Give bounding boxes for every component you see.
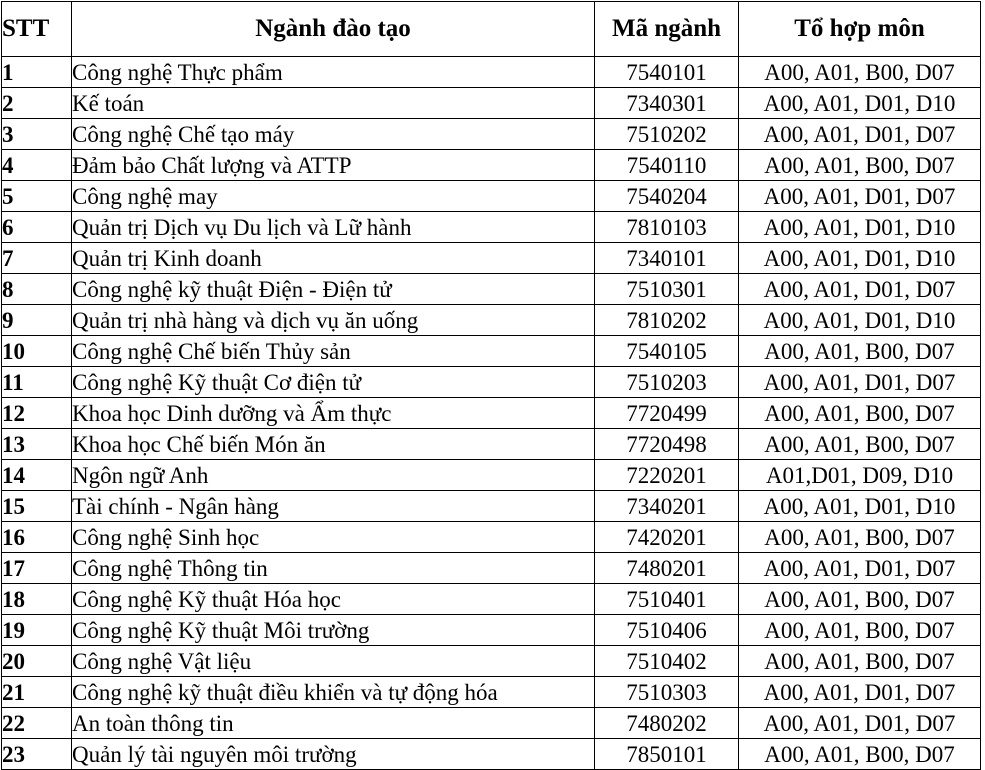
cell-major-name: Công nghệ Kỹ thuật Môi trường [72, 615, 595, 646]
table-row [2, 553, 981, 584]
cell-subject-combo: A00, A01, D01, D10 [739, 88, 981, 119]
cell-stt: 8 [2, 274, 72, 305]
cell-major-name: Khoa học Dinh dưỡng và Ẩm thực [72, 398, 595, 429]
table-row [2, 615, 981, 646]
cell-major-code: 7340101 [595, 243, 739, 274]
cell-major-name: Tài chính - Ngân hàng [72, 491, 595, 522]
cell-subject-combo: A00, A01, D01, D07 [739, 274, 981, 305]
cell-major-code: 7540110 [595, 150, 739, 181]
table-row [2, 739, 981, 770]
cell-subject-combo: A00, A01, B00, D07 [739, 57, 981, 88]
cell-subject-combo: A00, A01, D01, D07 [739, 708, 981, 739]
cell-major-name: Công nghệ may [72, 181, 595, 212]
cell-stt: 13 [2, 429, 72, 460]
cell-stt: 9 [2, 305, 72, 336]
cell-stt: 22 [2, 708, 72, 739]
table-row [2, 398, 981, 429]
table-header-row [2, 2, 981, 57]
table-row [2, 274, 981, 305]
cell-major-name: Công nghệ Kỹ thuật Hóa học [72, 584, 595, 615]
cell-major-code: 7510401 [595, 584, 739, 615]
cell-subject-combo: A00, A01, B00, D07 [739, 739, 981, 770]
table-row [2, 336, 981, 367]
cell-major-code: 7510303 [595, 677, 739, 708]
cell-major-code: 7510301 [595, 274, 739, 305]
cell-stt: 3 [2, 119, 72, 150]
cell-major-name: An toàn thông tin [72, 708, 595, 739]
cell-major-code: 7480201 [595, 553, 739, 584]
cell-major-code: 7340201 [595, 491, 739, 522]
cell-subject-combo: A00, A01, D01, D10 [739, 305, 981, 336]
table-row [2, 212, 981, 243]
cell-stt: 2 [2, 88, 72, 119]
cell-stt: 21 [2, 677, 72, 708]
cell-subject-combo: A00, A01, D01, D10 [739, 243, 981, 274]
cell-major-name: Khoa học Chế biến Món ăn [72, 429, 595, 460]
cell-stt: 19 [2, 615, 72, 646]
cell-stt: 20 [2, 646, 72, 677]
cell-subject-combo: A00, A01, D01, D07 [739, 677, 981, 708]
cell-subject-combo: A00, A01, B00, D07 [739, 584, 981, 615]
table-row [2, 522, 981, 553]
cell-major-code: 7850101 [595, 739, 739, 770]
cell-subject-combo: A00, A01, B00, D07 [739, 398, 981, 429]
cell-major-code: 7720498 [595, 429, 739, 460]
cell-major-name: Công nghệ Kỹ thuật Cơ điện tử [72, 367, 595, 398]
cell-major-code: 7340301 [595, 88, 739, 119]
cell-subject-combo: A00, A01, D01, D10 [739, 491, 981, 522]
table-row [2, 429, 981, 460]
cell-subject-combo: A00, A01, D01, D07 [739, 553, 981, 584]
cell-subject-combo: A01,D01, D09, D10 [739, 460, 981, 491]
cell-major-code: 7510406 [595, 615, 739, 646]
cell-stt: 7 [2, 243, 72, 274]
table-body [2, 57, 981, 770]
cell-subject-combo: A00, A01, D01, D07 [739, 367, 981, 398]
admissions-majors-table [1, 1, 981, 770]
cell-major-code: 7510203 [595, 367, 739, 398]
cell-major-name: Công nghệ Chế biến Thủy sản [72, 336, 595, 367]
column-header-major-code: Mã ngành [595, 2, 739, 57]
cell-major-name: Công nghệ Sinh học [72, 522, 595, 553]
cell-stt: 1 [2, 57, 72, 88]
cell-major-code: 7420201 [595, 522, 739, 553]
cell-subject-combo: A00, A01, D01, D10 [739, 212, 981, 243]
cell-stt: 18 [2, 584, 72, 615]
cell-stt: 6 [2, 212, 72, 243]
cell-major-code: 7220201 [595, 460, 739, 491]
cell-subject-combo: A00, A01, B00, D07 [739, 336, 981, 367]
cell-major-name: Công nghệ Thực phẩm [72, 57, 595, 88]
column-header-stt: STT [2, 2, 72, 57]
cell-major-name: Quản trị Kinh doanh [72, 243, 595, 274]
cell-major-code: 7810103 [595, 212, 739, 243]
cell-stt: 15 [2, 491, 72, 522]
column-header-major-name: Ngành đào tạo [72, 2, 595, 57]
table-row [2, 181, 981, 212]
cell-major-name: Quản trị nhà hàng và dịch vụ ăn uống [72, 305, 595, 336]
cell-stt: 12 [2, 398, 72, 429]
cell-stt: 16 [2, 522, 72, 553]
cell-major-code: 7540105 [595, 336, 739, 367]
cell-subject-combo: A00, A01, D01, D07 [739, 181, 981, 212]
table-row [2, 119, 981, 150]
cell-major-code: 7540204 [595, 181, 739, 212]
cell-stt: 4 [2, 150, 72, 181]
cell-major-name: Công nghệ Chế tạo máy [72, 119, 595, 150]
column-header-subject-combo: Tổ hợp môn [739, 2, 981, 57]
table-row [2, 584, 981, 615]
cell-major-code: 7810202 [595, 305, 739, 336]
table-row [2, 150, 981, 181]
cell-major-name: Công nghệ kỹ thuật điều khiển và tự động hóa [72, 677, 595, 708]
table-row [2, 646, 981, 677]
cell-major-name: Công nghệ kỹ thuật Điện - Điện tử [72, 274, 595, 305]
cell-subject-combo: A00, A01, B00, D07 [739, 646, 981, 677]
table-row [2, 367, 981, 398]
cell-subject-combo: A00, A01, D01, D07 [739, 119, 981, 150]
cell-stt: 14 [2, 460, 72, 491]
table-row [2, 88, 981, 119]
cell-major-name: Quản lý tài nguyên môi trường [72, 739, 595, 770]
cell-stt: 10 [2, 336, 72, 367]
cell-stt: 5 [2, 181, 72, 212]
cell-major-name: Công nghệ Vật liệu [72, 646, 595, 677]
cell-major-name: Ngôn ngữ Anh [72, 460, 595, 491]
cell-major-name: Đảm bảo Chất lượng và ATTP [72, 150, 595, 181]
table-row [2, 677, 981, 708]
cell-major-code: 7720499 [595, 398, 739, 429]
cell-subject-combo: A00, A01, B00, D07 [739, 429, 981, 460]
cell-stt: 23 [2, 739, 72, 770]
cell-subject-combo: A00, A01, B00, D07 [739, 522, 981, 553]
cell-major-code: 7510202 [595, 119, 739, 150]
cell-major-code: 7510402 [595, 646, 739, 677]
cell-stt: 11 [2, 367, 72, 398]
table-row [2, 708, 981, 739]
table-row [2, 57, 981, 88]
table-row [2, 305, 981, 336]
table-header [2, 2, 981, 57]
cell-subject-combo: A00, A01, B00, D07 [739, 615, 981, 646]
cell-subject-combo: A00, A01, B00, D07 [739, 150, 981, 181]
cell-major-code: 7540101 [595, 57, 739, 88]
cell-major-name: Kế toán [72, 88, 595, 119]
cell-stt: 17 [2, 553, 72, 584]
cell-major-code: 7480202 [595, 708, 739, 739]
cell-major-name: Công nghệ Thông tin [72, 553, 595, 584]
cell-major-name: Quản trị Dịch vụ Du lịch và Lữ hành [72, 212, 595, 243]
table-row [2, 243, 981, 274]
table-row [2, 491, 981, 522]
table-row [2, 460, 981, 491]
